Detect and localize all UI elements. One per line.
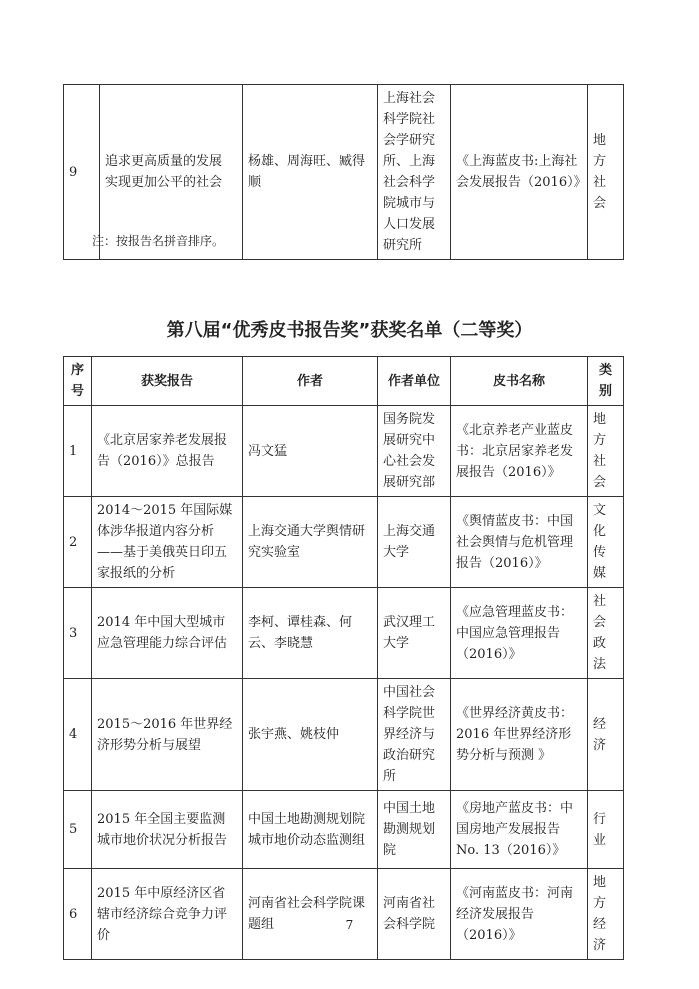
row-number: 5 [64, 791, 92, 869]
author-name: 中国土地勘测规划院城市地价动态监测组 [243, 791, 378, 869]
category: 地方社会 [588, 85, 624, 260]
author-name: 上海交通大学舆情研究实验室 [243, 497, 378, 588]
author-unit: 上海社会科学院社会学研究所、上海社会科学院城市与人口发展研究所 [378, 85, 451, 260]
table-row [64, 406, 624, 497]
table-row [64, 869, 624, 960]
report-name: 2014～2015 年国际媒体涉华报道内容分析——基于美俄英日印五家报纸的分析 [92, 497, 243, 588]
report-name: 追求更高质量的发展 实现更加公平的社会 [100, 85, 243, 260]
page-number: 7 [345, 918, 354, 932]
header-book: 皮书名称 [451, 357, 588, 406]
table-row [64, 679, 624, 791]
category: 社会政法 [588, 588, 624, 679]
report-name: 2015～2016 年世界经济形势分析与展望 [92, 679, 243, 791]
author-unit: 中国社会科学院世界经济与政治研究所 [378, 679, 451, 791]
author-unit: 武汉理工大学 [378, 588, 451, 679]
header-num: 序号 [64, 357, 92, 406]
category: 地方社会 [588, 406, 624, 497]
category: 行业 [588, 791, 624, 869]
author-name: 张宇燕、姚枝仲 [243, 679, 378, 791]
report-name: 2015 年中原经济区省辖市经济综合竞争力评价 [92, 869, 243, 960]
book-name: 《房地产蓝皮书：中国房地产发展报告 No. 13（2016）》 [451, 791, 588, 869]
category: 地方经济 [588, 869, 624, 960]
award-table [63, 356, 624, 960]
author-name: 杨雄、周海旺、臧得顺 [243, 85, 378, 260]
category: 经济 [588, 679, 624, 791]
row-number: 6 [64, 869, 92, 960]
row-number: 4 [64, 679, 92, 791]
author-name: 李柯、谭桂森、何云、李晓慧 [243, 588, 378, 679]
table-note: 注：按报告名拼音排序。 [92, 234, 225, 248]
row-number: 2 [64, 497, 92, 588]
row-number: 9 [64, 85, 100, 260]
row-number: 3 [64, 588, 92, 679]
author-name: 河南省社会科学院课题组 [243, 869, 378, 960]
book-name: 《河南蓝皮书：河南经济发展报告（2016）》 [451, 869, 588, 960]
book-name: 《北京养老产业蓝皮书：北京居家养老发展报告（2016）》 [451, 406, 588, 497]
table-row [64, 588, 624, 679]
row-number: 1 [64, 406, 92, 497]
author-unit: 中国土地勘测规划院 [378, 791, 451, 869]
table-row [64, 791, 624, 869]
header-author: 作者 [243, 357, 378, 406]
table-header-row [64, 357, 624, 406]
header-report: 获奖报告 [92, 357, 243, 406]
category: 文化传媒 [588, 497, 624, 588]
header-category: 类别 [588, 357, 624, 406]
report-name: 2014 年中国大型城市应急管理能力综合评估 [92, 588, 243, 679]
report-name: 2015 年全国主要监测城市地价状况分析报告 [92, 791, 243, 869]
report-name: 《北京居家养老发展报告（2016）》总报告 [92, 406, 243, 497]
table-row [64, 497, 624, 588]
author-unit: 国务院发展研究中心社会发展研究部 [378, 406, 451, 497]
header-unit: 作者单位 [378, 357, 451, 406]
author-unit: 河南省社会科学院 [378, 869, 451, 960]
book-name: 《世界经济黄皮书：2016 年世界经济形势分析与预测 》 [451, 679, 588, 791]
author-unit: 上海交通大学 [378, 497, 451, 588]
book-name: 《上海蓝皮书:上海社会发展报告（2016）》 [451, 85, 588, 260]
book-name: 《应急管理蓝皮书：中国应急管理报告（2016）》 [451, 588, 588, 679]
book-name: 《舆情蓝皮书：中国社会舆情与危机管理报告（2016）》 [451, 497, 588, 588]
author-name: 冯文猛 [243, 406, 378, 497]
section-title: 第八届“优秀皮书报告奖”获奖名单（二等奖） [166, 320, 533, 341]
